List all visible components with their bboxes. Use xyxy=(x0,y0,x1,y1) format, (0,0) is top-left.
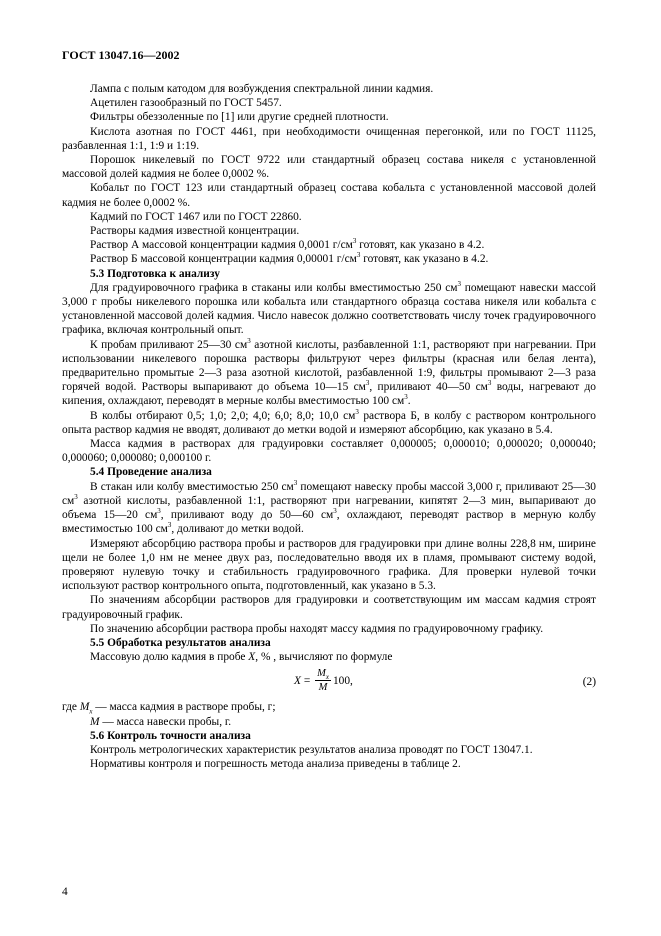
text: Раствор Б массовой концентрации кадмия 0,00001 г/см xyxy=(90,253,357,266)
text: К пробам приливают 25—30 см xyxy=(90,338,248,351)
superscript: 3 xyxy=(333,507,337,516)
superscript: 3 xyxy=(167,521,172,530)
text: Раствор А массовой концентрации кадмия 0,0001 г/см xyxy=(90,239,353,252)
text: где xyxy=(62,701,80,714)
superscript: 3 xyxy=(74,493,78,502)
superscript: 3 xyxy=(404,393,408,402)
paragraph: Порошок никелевый по ГОСТ 9722 или стандартный образец состава никеля с установленной массовой долей кадмия не более 0,0002 %. xyxy=(62,154,596,181)
formula xyxy=(294,667,353,694)
paragraph: Растворы кадмия известной концентрации. xyxy=(90,225,300,238)
paragraph: Ацетилен газообразный по ГОСТ 5457. xyxy=(90,97,282,110)
paragraph xyxy=(62,650,596,664)
text: воды, нагревают до кипения, охлаждают, переводят в мерные колбы вместимостью 100 см xyxy=(62,381,596,408)
text: , % , вычисляют по формуле xyxy=(255,651,393,664)
text: В стакан или колбу вместимостью 250 см xyxy=(90,480,294,493)
paragraph xyxy=(62,338,596,409)
text: . xyxy=(407,395,411,408)
formula-tail: 100, xyxy=(332,674,353,687)
section-heading: 5.5 Обработка результатов анализа xyxy=(90,636,271,649)
numerator-subscript: x xyxy=(325,673,329,682)
superscript: 3 xyxy=(355,407,359,416)
subscript: x xyxy=(89,707,93,716)
text: , приливают воду до 50—60 см xyxy=(160,509,334,522)
paragraph: Измеряют абсорбцию раствора пробы и растворов для градуировки при длине волны 228,8 нм, ширине щели не более 1,0 нм не менее двух раз, последовательно вводя их в пламя, промывают систему водой, проверяют нулевую точку и стабильность градуировочного графика. Для проверки нулевой точки используют раствор контрольного опыта, подготовленный, как указано в 5.3. xyxy=(62,537,596,593)
variable: X xyxy=(248,651,256,664)
standard-header: ГОСТ 13047.16—2002 xyxy=(62,48,180,62)
text: готовят, как указано в 4.2. xyxy=(356,239,485,252)
text: , доливают до метки водой. xyxy=(171,523,304,536)
section-heading: 5.3 Подготовка к анализу xyxy=(90,267,220,280)
paragraph: Фильтры обеззоленные по [1] или другие средней плотности. xyxy=(90,111,389,124)
legend-line xyxy=(90,715,596,729)
paragraph: Контроль метрологических характеристик результатов анализа проводят по ГОСТ 13047.1. xyxy=(90,743,533,756)
superscript: 3 xyxy=(247,336,251,345)
text: , охлаждают, переводят раствор в мерную колбу вместимостью 100 см xyxy=(62,509,596,536)
formula-lhs: X xyxy=(294,674,301,687)
text: помещают навеску пробы массой 3,000 г, приливают 25—30 см xyxy=(62,480,596,507)
paragraph: По значениям абсорбции растворов для градуировки и соответствующим им массам кадмия строят градуировочный график. xyxy=(62,594,596,621)
section-heading: 5.4 Проведение анализа xyxy=(90,466,212,479)
page-number: 4 xyxy=(62,886,68,898)
paragraph xyxy=(62,252,596,266)
text: помещают навески массой 3,000 г пробы никелевого порошка или кобальта или стандартного образца состава никеля или кобальта с установленной массовой долей кадмия. Число навесок должно соответствовать числу точек градуировочного графика, включая контрольный опыт. xyxy=(62,281,596,337)
text: Для градуировочного графика в стаканы или колбы вместимостью 250 см xyxy=(90,281,458,294)
paragraph xyxy=(62,238,596,252)
superscript: 3 xyxy=(293,478,298,487)
section-heading: 5.6 Контроль точности анализа xyxy=(90,729,251,742)
superscript: 3 xyxy=(487,379,492,388)
paragraph: Нормативы контроля и погрешность метода анализа приведены в таблице 2. xyxy=(90,758,461,771)
text: азотной кислоты, разбавленной 1:1, растворяют при нагревании. При использовании никелевого порошка растворы фильтруют через фильтры (красная или белая лента), предварительно промытые 2—3 раза азотной кислотой, разбавленной 1:9, фильтры промывают 2—3 раза горячей водой. Растворы выпаривают до объема 10—15 см xyxy=(62,338,596,394)
variable: M xyxy=(79,701,90,714)
paragraph: Лампа с полым катодом для возбуждения спектральной линии кадмия. xyxy=(90,83,434,95)
text: Массовую долю кадмия в пробе xyxy=(90,651,249,664)
text: раствора Б, в колбу с раствором контрольного опыта раствор кадмия не вводят, доливают до метки водой и измеряют абсорбцию, как указано в 5.4. xyxy=(62,409,596,436)
paragraph: Кислота азотная по ГОСТ 4461, при необходимости очищенная перегонкой, или по ГОСТ 11125, разбавленная 1:1, 1:9 и 1:19. xyxy=(62,125,596,152)
numerator-var: M xyxy=(317,668,326,680)
superscript: 3 xyxy=(352,237,357,246)
equation-number: (2) xyxy=(582,676,596,689)
paragraph: Кобальт по ГОСТ 123 или стандартный образец состава кобальта с установленной массовой долей кадмия не более 0,0002 %. xyxy=(62,182,596,209)
formula-block xyxy=(62,665,596,699)
formula-numerator xyxy=(315,667,331,681)
superscript: 3 xyxy=(356,251,361,260)
text: готовят, как указано в 4.2. xyxy=(360,253,489,266)
formula-fraction xyxy=(315,667,331,694)
text: — масса навески пробы, г. xyxy=(99,715,232,728)
text: В колбы отбирают 0,5; 1,0; 2,0; 4,0; 6,0; 8,0; 10,0 см xyxy=(90,409,356,422)
paragraph: Масса кадмия в растворах для градуировки составляет 0,000005; 0,000010; 0,000020; 0,000040; 0,000060; 0,000080; 0,000100 г. xyxy=(62,438,596,465)
formula-equals: = xyxy=(300,674,314,687)
formula-denominator: M xyxy=(318,682,328,694)
text: , приливают 40—50 см xyxy=(369,381,488,394)
text: азотной кислоты, разбавленной 1:1, растворяют при нагревании, кипятят 2—3 мин, выпаривают до объема 15—20 см xyxy=(62,494,596,522)
paragraph xyxy=(62,281,596,338)
document-body xyxy=(62,82,596,771)
superscript: 3 xyxy=(157,507,161,516)
superscript: 3 xyxy=(365,379,370,388)
legend-line xyxy=(62,700,596,714)
variable: M xyxy=(90,715,100,728)
superscript: 3 xyxy=(457,280,461,289)
text: — масса кадмия в растворе пробы, г; xyxy=(92,701,276,714)
paragraph xyxy=(62,480,596,537)
paragraph: Кадмий по ГОСТ 1467 или по ГОСТ 22860. xyxy=(90,210,302,223)
paragraph xyxy=(62,409,596,437)
paragraph: По значению абсорбции раствора пробы находят массу кадмия по градуировочному графику. xyxy=(90,622,544,635)
